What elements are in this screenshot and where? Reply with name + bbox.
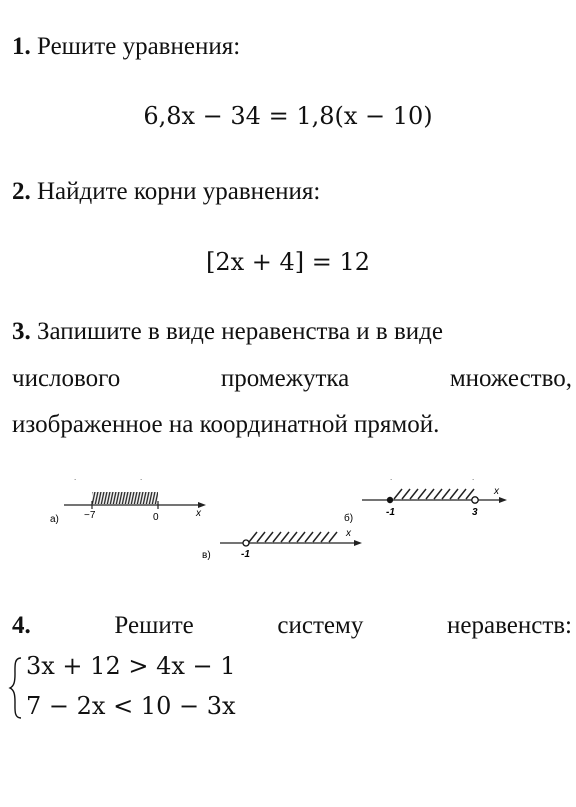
task-2-number: 2.: [12, 178, 31, 205]
number-line-b: [344, 473, 507, 524]
tick-label-b-left: -1: [386, 507, 395, 518]
axis-label-a: x: [196, 508, 201, 519]
open-point-b: [472, 497, 478, 503]
task-4-number: 4.: [12, 612, 31, 639]
task-4-word-3: неравенств:: [447, 612, 572, 639]
svg-text:.: .: [390, 473, 393, 482]
tick-label-a-left: −7: [84, 510, 96, 521]
svg-text:.: .: [140, 473, 143, 482]
task-3-number: 3.: [12, 318, 31, 345]
task-1-number: 1.: [12, 33, 31, 60]
system-brace: [8, 656, 24, 720]
figure-label-v: в): [202, 550, 211, 561]
task-1-equation: 6,8x − 34 = 1,8(x − 10): [143, 102, 433, 130]
svg-text:.: .: [472, 473, 475, 482]
axis-label-v: x: [346, 528, 351, 539]
open-point-v: [243, 540, 249, 546]
tick-label-b-right: 3: [472, 507, 478, 518]
number-line-v: [202, 528, 362, 561]
task-3-word-1: числового: [12, 365, 121, 392]
shaded-region-b: [394, 489, 474, 499]
task-2-equation: [2x + 4] = 12: [205, 248, 371, 276]
svg-text:.: .: [74, 473, 77, 482]
task-3-line-1: [12, 318, 572, 346]
tick-label-v-left: -1: [241, 549, 250, 560]
task-2-heading: [12, 175, 320, 209]
system-inequality-2: 7 − 2x < 10 − 3x: [26, 692, 236, 720]
closed-point-b: [387, 497, 393, 503]
axis-arrow-v: [354, 540, 362, 546]
axis-arrow-b: [499, 497, 507, 503]
task-2-text: Найдите корни уравнения:: [37, 178, 321, 205]
axis-label-b: x: [494, 486, 499, 497]
task-3-word-3: множество,: [449, 365, 572, 392]
tick-label-a-right: 0: [153, 512, 159, 523]
shaded-region-v: [249, 532, 337, 542]
task-4-word-2: систему: [277, 612, 364, 639]
task-3-text-line-1: Запишите в виде неравенства и в виде: [37, 318, 443, 345]
number-line-figures: [0, 468, 576, 578]
figure-label-a: а): [50, 514, 59, 525]
task-1-text: Решите уравнения:: [37, 33, 241, 60]
shaded-region-a: [92, 492, 158, 504]
task-3-word-2: промежутка: [220, 365, 350, 392]
task-4-heading: [12, 612, 572, 640]
figure-label-b: б): [344, 513, 354, 524]
task-3-line-3: изображенное на координатной прямой.: [12, 411, 440, 438]
number-line-a: [50, 473, 206, 525]
task-4-word-1: Решите: [114, 612, 194, 639]
task-1-heading: [12, 30, 240, 64]
system-inequality-1: 3x + 12 > 4x − 1: [26, 652, 236, 680]
task-3-line-2: [12, 365, 572, 393]
